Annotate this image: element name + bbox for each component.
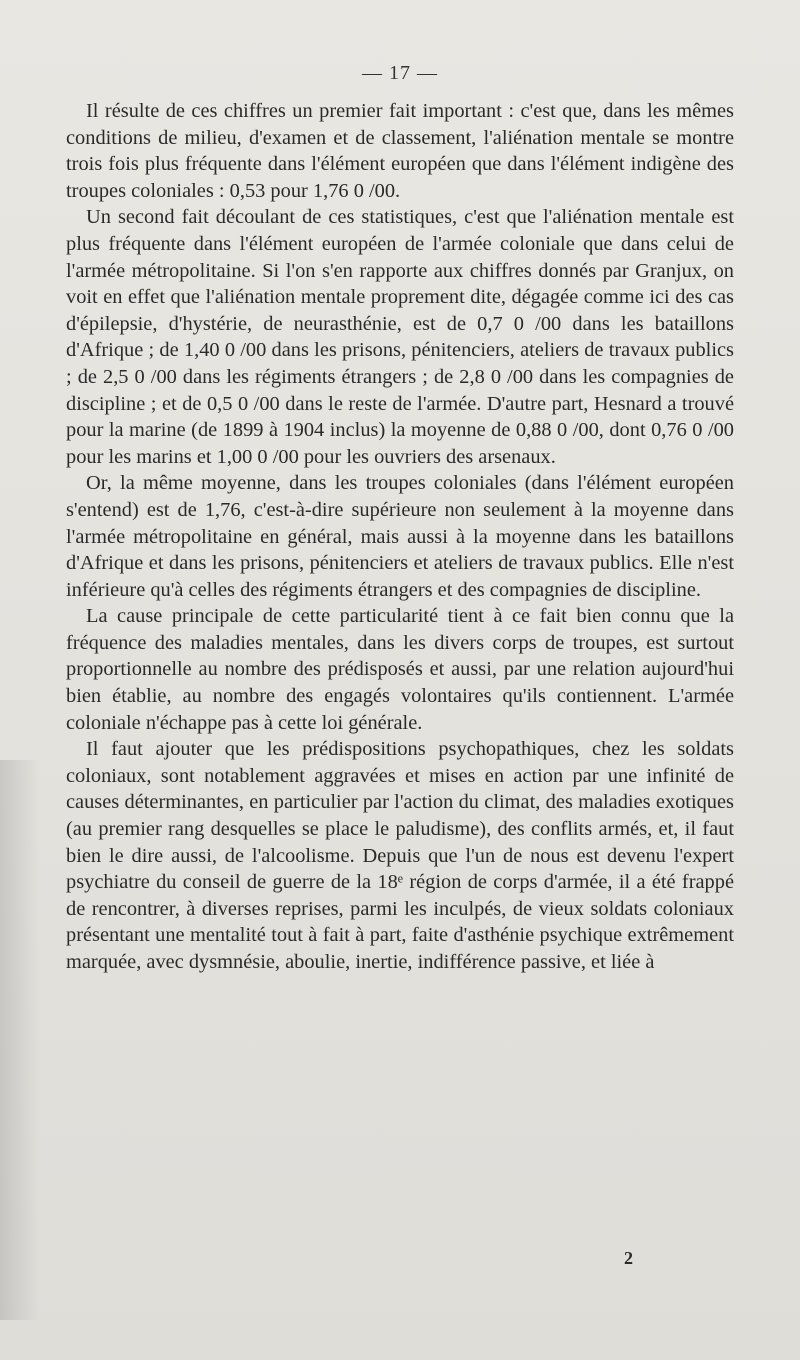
body-text	[66, 98, 734, 976]
paragraph: Un second fait découlant de ces statistiques, c'est que l'aliénation mentale est plus fréquente dans l'élément européen de l'armée coloniale que dans celui de l'armée métropolitaine. Si l'on s'en rapporte aux chiffres donnés par Granjux, on voit en effet que l'aliénation mentale proprement dite, dégagée comme ici des cas d'épilepsie, d'hystérie, de neurasthénie, est de 0,7 0 /00 dans les bataillons d'Afrique ; de 1,40 0 /00 dans les prisons, pénitenciers, ateliers de travaux publics ; de 2,5 0 /00 dans les régiments étrangers ; de 2,8 0 /00 dans les compagnies de discipline ; et de 0,5 0 /00 dans le reste de l'armée. D'autre part, Hesnard a trouvé pour la marine (de 1899 à 1904 inclus) la moyenne de 0,88 0 /00, dont 0,76 0 /00 pour les marins et 1,00 0 /00 pour les ouvriers des arsenaux.	[66, 206, 734, 468]
page-edge-shadow	[0, 760, 40, 1320]
page-number-header: — 17 —	[362, 62, 438, 84]
paragraph: Il résulte de ces chiffres un premier fait important : c'est que, dans les mêmes conditions de milieu, d'examen et de classement, l'aliénation mentale se montre trois fois plus fréquente dans l'élément européen que dans l'élément indigène des troupes coloniales : 0,53 pour 1,76 0 /00.	[66, 100, 734, 202]
paragraph: Or, la même moyenne, dans les troupes coloniales (dans l'élément européen s'entend) est de 1,76, c'est-à-dire supérieure non seulement à la moyenne dans l'armée métropolitaine en général, mais aussi à la moyenne dans les bataillons d'Afrique et dans les prisons, pénitenciers et ateliers de travaux publics. Elle n'est inférieure qu'à celles des régiments étrangers et des compagnies de discipline.	[66, 472, 734, 601]
paragraph: La cause principale de cette particularité tient à ce fait bien connu que la fréquence des maladies mentales, dans les divers corps de troupes, est surtout proportionnelle au nombre des prédisposés et aussi, par une relation aujourd'hui bien établie, au nombre des engagés volontaires qu'ils contiennent. L'armée coloniale n'échappe pas à cette loi générale.	[66, 605, 734, 734]
signature-mark: 2	[624, 1248, 633, 1268]
paragraph: Il faut ajouter que les prédispositions psychopathiques, chez les soldats coloniaux, sont notablement aggravées et mises en action par une infinité de causes déterminantes, en particulier par l'action du climat, des maladies exotiques (au premier rang desquelles se place le paludisme), des conflits armés, et, il faut bien le dire aussi, de l'alcoolisme. Depuis que l'un de nous est devenu l'expert psychiatre du conseil de guerre de la 18ᵉ région de corps d'armée, il a été frappé de rencontrer, à diverses reprises, parmi les inculpés, de vieux soldats coloniaux présentant une mentalité tout à fait à part, faite d'asthénie psychique extrêmement marquée, avec dysmnésie, aboulie, inertie, indifférence passive, et liée à	[66, 738, 734, 973]
